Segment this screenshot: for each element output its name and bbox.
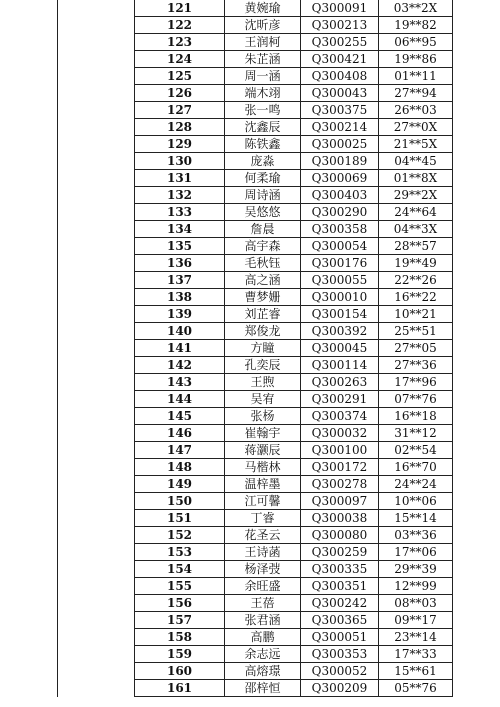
masked-id-cell: 03**2X — [379, 0, 453, 17]
student-name-cell: 余志远 — [225, 646, 301, 663]
blank-cell — [58, 544, 135, 561]
blank-cell — [58, 357, 135, 374]
table-row — [58, 561, 453, 578]
student-name-cell: 端木翊 — [225, 85, 301, 102]
masked-id-cell: 01**11 — [379, 68, 453, 85]
student-name-cell: 沈鑫辰 — [225, 119, 301, 136]
masked-id-cell: 25**51 — [379, 323, 453, 340]
table-row — [58, 391, 453, 408]
blank-cell — [58, 68, 135, 85]
masked-id-cell: 23**14 — [379, 629, 453, 646]
table-row — [58, 544, 453, 561]
table-row — [58, 442, 453, 459]
masked-id-cell: 03**36 — [379, 527, 453, 544]
table-row — [58, 68, 453, 85]
row-number-cell: 154 — [135, 561, 225, 578]
student-code-cell: Q300091 — [301, 0, 379, 17]
blank-cell — [58, 272, 135, 289]
row-number-cell: 150 — [135, 493, 225, 510]
masked-id-cell: 26**03 — [379, 102, 453, 119]
student-name-cell: 花圣云 — [225, 527, 301, 544]
blank-cell — [58, 0, 135, 17]
student-code-cell: Q300353 — [301, 646, 379, 663]
student-roster-table — [57, 0, 453, 697]
masked-id-cell: 17**06 — [379, 544, 453, 561]
row-number-cell: 151 — [135, 510, 225, 527]
masked-id-cell: 19**82 — [379, 17, 453, 34]
student-code-cell: Q300365 — [301, 612, 379, 629]
row-number-cell: 144 — [135, 391, 225, 408]
student-code-cell: Q300291 — [301, 391, 379, 408]
blank-cell — [58, 221, 135, 238]
table-row — [58, 612, 453, 629]
student-name-cell: 吴悠悠 — [225, 204, 301, 221]
student-code-cell: Q300114 — [301, 357, 379, 374]
masked-id-cell: 27**0X — [379, 119, 453, 136]
masked-id-cell: 21**5X — [379, 136, 453, 153]
masked-id-cell: 19**49 — [379, 255, 453, 272]
student-name-cell: 高之涵 — [225, 272, 301, 289]
student-code-cell: Q300038 — [301, 510, 379, 527]
table-row — [58, 34, 453, 51]
table-row — [58, 221, 453, 238]
student-name-cell: 郑俊龙 — [225, 323, 301, 340]
student-code-cell: Q300069 — [301, 170, 379, 187]
blank-cell — [58, 289, 135, 306]
student-name-cell: 高鹏 — [225, 629, 301, 646]
blank-cell — [58, 595, 135, 612]
student-code-cell: Q300154 — [301, 306, 379, 323]
masked-id-cell: 04**3X — [379, 221, 453, 238]
student-code-cell: Q300045 — [301, 340, 379, 357]
masked-id-cell: 22**26 — [379, 272, 453, 289]
blank-cell — [58, 85, 135, 102]
masked-id-cell: 10**21 — [379, 306, 453, 323]
table-row — [58, 408, 453, 425]
table-row — [58, 493, 453, 510]
masked-id-cell: 10**06 — [379, 493, 453, 510]
student-name-cell: 王蓓 — [225, 595, 301, 612]
blank-cell — [58, 153, 135, 170]
student-code-cell: Q300010 — [301, 289, 379, 306]
student-name-cell: 何柔瑜 — [225, 170, 301, 187]
table-row — [58, 323, 453, 340]
student-code-cell: Q300055 — [301, 272, 379, 289]
student-code-cell: Q300259 — [301, 544, 379, 561]
blank-cell — [58, 323, 135, 340]
table-row — [58, 51, 453, 68]
row-number-cell: 141 — [135, 340, 225, 357]
blank-cell — [58, 425, 135, 442]
table-row — [58, 119, 453, 136]
row-number-cell: 155 — [135, 578, 225, 595]
student-code-cell: Q300025 — [301, 136, 379, 153]
row-number-cell: 153 — [135, 544, 225, 561]
row-number-cell: 134 — [135, 221, 225, 238]
row-number-cell: 143 — [135, 374, 225, 391]
row-number-cell: 159 — [135, 646, 225, 663]
row-number-cell: 146 — [135, 425, 225, 442]
row-number-cell: 124 — [135, 51, 225, 68]
student-code-cell: Q300052 — [301, 663, 379, 680]
masked-id-cell: 17**33 — [379, 646, 453, 663]
table-row — [58, 170, 453, 187]
masked-id-cell: 04**45 — [379, 153, 453, 170]
student-name-cell: 杨泽弢 — [225, 561, 301, 578]
row-number-cell: 152 — [135, 527, 225, 544]
row-number-cell: 136 — [135, 255, 225, 272]
row-number-cell: 127 — [135, 102, 225, 119]
student-code-cell: Q300176 — [301, 255, 379, 272]
student-code-cell: Q300043 — [301, 85, 379, 102]
table-row — [58, 272, 453, 289]
student-code-cell: Q300403 — [301, 187, 379, 204]
student-name-cell: 刘芷睿 — [225, 306, 301, 323]
masked-id-cell: 24**64 — [379, 204, 453, 221]
student-name-cell: 周诗涵 — [225, 187, 301, 204]
student-name-cell: 余旺盛 — [225, 578, 301, 595]
blank-cell — [58, 102, 135, 119]
table-row — [58, 85, 453, 102]
table-row — [58, 289, 453, 306]
table-row — [58, 425, 453, 442]
student-code-cell: Q300374 — [301, 408, 379, 425]
table-row — [58, 680, 453, 697]
blank-cell — [58, 561, 135, 578]
row-number-cell: 122 — [135, 17, 225, 34]
student-code-cell: Q300051 — [301, 629, 379, 646]
student-name-cell: 高宇森 — [225, 238, 301, 255]
blank-cell — [58, 119, 135, 136]
student-name-cell: 毛秋钰 — [225, 255, 301, 272]
row-number-cell: 123 — [135, 34, 225, 51]
blank-cell — [58, 34, 135, 51]
student-code-cell: Q300080 — [301, 527, 379, 544]
student-name-cell: 马楷林 — [225, 459, 301, 476]
student-name-cell: 王润柯 — [225, 34, 301, 51]
blank-cell — [58, 680, 135, 697]
table-row — [58, 374, 453, 391]
masked-id-cell: 31**12 — [379, 425, 453, 442]
masked-id-cell: 01**8X — [379, 170, 453, 187]
table-row — [58, 204, 453, 221]
table-row — [58, 255, 453, 272]
row-number-cell: 140 — [135, 323, 225, 340]
row-number-cell: 147 — [135, 442, 225, 459]
student-name-cell: 蒋灏辰 — [225, 442, 301, 459]
masked-id-cell: 09**17 — [379, 612, 453, 629]
masked-id-cell: 05**76 — [379, 680, 453, 697]
row-number-cell: 128 — [135, 119, 225, 136]
table-row — [58, 0, 453, 17]
masked-id-cell: 15**14 — [379, 510, 453, 527]
blank-cell — [58, 493, 135, 510]
masked-id-cell: 19**86 — [379, 51, 453, 68]
table-row — [58, 510, 453, 527]
student-code-cell: Q300263 — [301, 374, 379, 391]
student-code-cell: Q300278 — [301, 476, 379, 493]
student-code-cell: Q300054 — [301, 238, 379, 255]
blank-cell — [58, 476, 135, 493]
student-name-cell: 吴宥 — [225, 391, 301, 408]
table-row — [58, 136, 453, 153]
student-name-cell: 黄婉瑜 — [225, 0, 301, 17]
row-number-cell: 129 — [135, 136, 225, 153]
masked-id-cell: 15**61 — [379, 663, 453, 680]
masked-id-cell: 27**05 — [379, 340, 453, 357]
table-row — [58, 646, 453, 663]
row-number-cell: 126 — [135, 85, 225, 102]
table-row — [58, 102, 453, 119]
masked-id-cell: 29**39 — [379, 561, 453, 578]
blank-cell — [58, 340, 135, 357]
student-code-cell: Q300209 — [301, 680, 379, 697]
student-name-cell: 方瞳 — [225, 340, 301, 357]
student-name-cell: 沈昕彦 — [225, 17, 301, 34]
student-code-cell: Q300408 — [301, 68, 379, 85]
student-code-cell: Q300189 — [301, 153, 379, 170]
student-name-cell: 丁睿 — [225, 510, 301, 527]
masked-id-cell: 27**94 — [379, 85, 453, 102]
student-name-cell: 周一涵 — [225, 68, 301, 85]
row-number-cell: 130 — [135, 153, 225, 170]
row-number-cell: 156 — [135, 595, 225, 612]
student-code-cell: Q300290 — [301, 204, 379, 221]
row-number-cell: 161 — [135, 680, 225, 697]
student-name-cell: 庞淼 — [225, 153, 301, 170]
student-code-cell: Q300392 — [301, 323, 379, 340]
table-row — [58, 306, 453, 323]
student-name-cell: 朱芷涵 — [225, 51, 301, 68]
row-number-cell: 132 — [135, 187, 225, 204]
masked-id-cell: 17**96 — [379, 374, 453, 391]
row-number-cell: 135 — [135, 238, 225, 255]
masked-id-cell: 24**24 — [379, 476, 453, 493]
student-name-cell: 孔奕辰 — [225, 357, 301, 374]
blank-cell — [58, 646, 135, 663]
row-number-cell: 133 — [135, 204, 225, 221]
student-name-cell: 王煦 — [225, 374, 301, 391]
row-number-cell: 138 — [135, 289, 225, 306]
student-code-cell: Q300097 — [301, 493, 379, 510]
table-row — [58, 238, 453, 255]
table-row — [58, 17, 453, 34]
blank-cell — [58, 442, 135, 459]
student-name-cell: 王诗菡 — [225, 544, 301, 561]
masked-id-cell: 27**36 — [379, 357, 453, 374]
table-row — [58, 357, 453, 374]
student-name-cell: 曹梦姗 — [225, 289, 301, 306]
row-number-cell: 139 — [135, 306, 225, 323]
blank-cell — [58, 374, 135, 391]
table-row — [58, 476, 453, 493]
blank-cell — [58, 408, 135, 425]
blank-cell — [58, 459, 135, 476]
blank-cell — [58, 187, 135, 204]
blank-cell — [58, 510, 135, 527]
student-name-cell: 张君涵 — [225, 612, 301, 629]
student-name-cell: 温梓墨 — [225, 476, 301, 493]
row-number-cell: 148 — [135, 459, 225, 476]
student-name-cell: 詹晨 — [225, 221, 301, 238]
table-row — [58, 663, 453, 680]
masked-id-cell: 07**76 — [379, 391, 453, 408]
table-row — [58, 527, 453, 544]
row-number-cell: 131 — [135, 170, 225, 187]
blank-cell — [58, 391, 135, 408]
student-name-cell: 张杨 — [225, 408, 301, 425]
row-number-cell: 160 — [135, 663, 225, 680]
blank-cell — [58, 136, 135, 153]
masked-id-cell: 16**22 — [379, 289, 453, 306]
table-row — [58, 629, 453, 646]
student-code-cell: Q300351 — [301, 578, 379, 595]
blank-cell — [58, 204, 135, 221]
blank-cell — [58, 612, 135, 629]
student-code-cell: Q300213 — [301, 17, 379, 34]
blank-cell — [58, 255, 135, 272]
row-number-cell: 157 — [135, 612, 225, 629]
blank-cell — [58, 17, 135, 34]
student-name-cell: 邵梓恒 — [225, 680, 301, 697]
student-name-cell: 江可馨 — [225, 493, 301, 510]
row-number-cell: 149 — [135, 476, 225, 493]
student-code-cell: Q300358 — [301, 221, 379, 238]
masked-id-cell: 08**03 — [379, 595, 453, 612]
row-number-cell: 142 — [135, 357, 225, 374]
row-number-cell: 125 — [135, 68, 225, 85]
masked-id-cell: 12**99 — [379, 578, 453, 595]
student-name-cell: 陈铁鑫 — [225, 136, 301, 153]
masked-id-cell: 16**70 — [379, 459, 453, 476]
blank-cell — [58, 238, 135, 255]
student-code-cell: Q300214 — [301, 119, 379, 136]
blank-cell — [58, 578, 135, 595]
student-code-cell: Q300172 — [301, 459, 379, 476]
student-name-cell: 张一鸣 — [225, 102, 301, 119]
student-code-cell: Q300421 — [301, 51, 379, 68]
student-code-cell: Q300375 — [301, 102, 379, 119]
table-row — [58, 578, 453, 595]
blank-cell — [58, 629, 135, 646]
table-row — [58, 340, 453, 357]
row-number-cell: 137 — [135, 272, 225, 289]
masked-id-cell: 16**18 — [379, 408, 453, 425]
masked-id-cell: 06**95 — [379, 34, 453, 51]
table-row — [58, 595, 453, 612]
student-code-cell: Q300255 — [301, 34, 379, 51]
blank-cell — [58, 170, 135, 187]
student-name-cell: 高熔璟 — [225, 663, 301, 680]
row-number-cell: 121 — [135, 0, 225, 17]
table-row — [58, 459, 453, 476]
masked-id-cell: 29**2X — [379, 187, 453, 204]
roster-body — [58, 0, 453, 697]
blank-cell — [58, 306, 135, 323]
blank-cell — [58, 51, 135, 68]
student-name-cell: 崔翰宇 — [225, 425, 301, 442]
student-code-cell: Q300335 — [301, 561, 379, 578]
masked-id-cell: 02**54 — [379, 442, 453, 459]
blank-cell — [58, 527, 135, 544]
row-number-cell: 158 — [135, 629, 225, 646]
student-code-cell: Q300242 — [301, 595, 379, 612]
student-code-cell: Q300100 — [301, 442, 379, 459]
table-row — [58, 187, 453, 204]
table-row — [58, 153, 453, 170]
row-number-cell: 145 — [135, 408, 225, 425]
blank-cell — [58, 663, 135, 680]
student-code-cell: Q300032 — [301, 425, 379, 442]
masked-id-cell: 28**57 — [379, 238, 453, 255]
